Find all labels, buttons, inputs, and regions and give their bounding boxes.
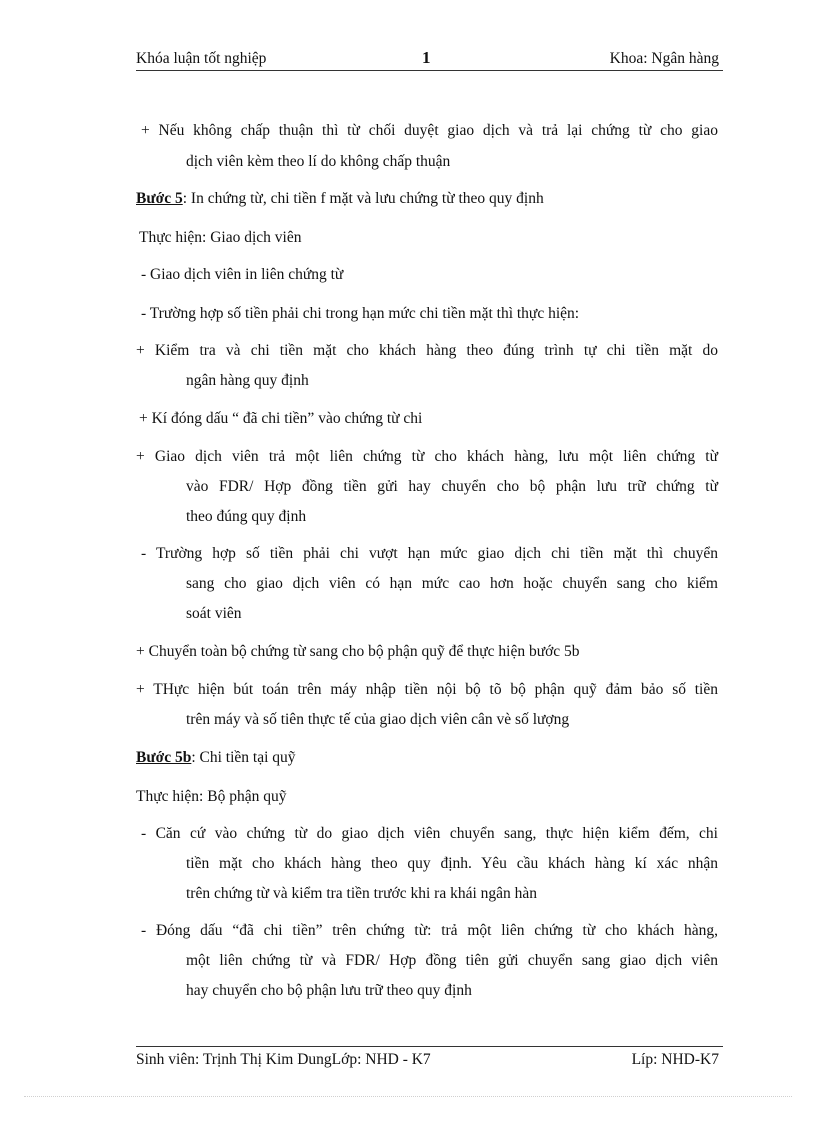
paragraph-line: soát viên [186,605,242,622]
paragraph-line: + THực hiện bút toán trên máy nhập tiền nội bộ tõ bộ phận quỹ đảm bảo số tiền [136,681,718,698]
page-number: 1 [422,48,431,67]
paragraph-line: hay chuyển cho bộ phận lưu trữ theo quy định [186,982,472,999]
step-5-text: : In chứng từ, chi tiền f mặt và lưu chứng từ theo quy định [182,190,544,207]
paragraph-line: Thực hiện: Bộ phận quỹ [136,788,287,805]
step-5-heading [136,190,544,208]
paragraph-line: - Đóng dấu “đã chi tiền” trên chứng từ: trả một liên chứng từ cho khách hàng, [141,922,718,939]
paragraph-line: trên máy và số tiên thực tế của giao dịch viên cân vè số lượng [186,711,570,728]
step-5b-text: : Chi tiền tại quỹ [191,749,296,766]
paragraph-line: + Nếu không chấp thuận thì từ chối duyệt giao dịch và trả lại chứng từ cho giao [141,122,718,139]
paragraph-line: - Giao dịch viên in liên chứng từ [141,266,344,283]
step-5-label: Bước 5 [136,190,183,207]
paragraph-line: + Giao dịch viên trả một liên chứng từ cho khách hàng, lưu một liên chứng từ [136,448,718,465]
paragraph-line: + Kiểm tra và chi tiền mặt cho khách hàng theo đúng trình tự chi tiền mặt do [136,342,718,359]
footer-student: Sinh viên: Trịnh Thị Kim DungLớp: NHD - K7 [136,1051,431,1068]
paragraph-line: sang cho giao dịch viên có hạn mức cao hơn hoặc chuyển sang cho kiểm [186,575,718,592]
header-faculty: Khoa: Ngân hàng [609,50,719,67]
paragraph-line: - Trường hợp số tiền phải chi trong hạn mức chi tiền mặt thì thực hiện: [141,305,580,322]
paragraph-line: vào FDR/ Hợp đồng tiền gửi hay chuyển cho bộ phận lưu trữ chứng từ [186,478,718,495]
paragraph-line: + Chuyển toàn bộ chứng từ sang cho bộ phận quỹ để thực hiện bước 5b [136,643,580,660]
header-thesis-title: Khóa luận tốt nghiệp [136,50,267,67]
paragraph-line: - Trường hợp số tiền phải chi vượt hạn mức giao dịch chi tiền mặt thì chuyển [141,545,718,562]
page-footer [136,1046,723,1071]
footer-class: Líp: NHD-K7 [631,1051,719,1068]
paragraph-line: + Kí đóng dấu “ đã chi tiền” vào chứng từ chi [139,410,423,427]
paragraph-line: một liên chứng từ và FDR/ Hợp đồng tiên gửi chuyển sang giao dịch viên [186,952,718,969]
paragraph-line: Thực hiện: Giao dịch viên [139,229,302,246]
paragraph-line: trên chứng từ và kiểm tra tiền trước khi ra khái ngân hàn [186,885,538,902]
page-bottom-divider [24,1096,792,1097]
paragraph-line: - Căn cứ vào chứng từ do giao dịch viên chuyển sang, thực hiện kiểm đếm, chi [141,825,718,842]
paragraph-line: theo đúng quy định [186,508,307,525]
step-5b-label: Bước 5b [136,749,192,766]
paragraph-line: ngân hàng quy định [186,372,309,389]
paragraph-line: dịch viên kèm theo lí do không chấp thuận [186,153,451,170]
paragraph-line: tiền mặt cho khách hàng theo quy định. Yêu cầu khách hàng kí xác nhận [186,855,718,872]
step-5b-heading [136,749,296,767]
page-header [136,48,723,71]
